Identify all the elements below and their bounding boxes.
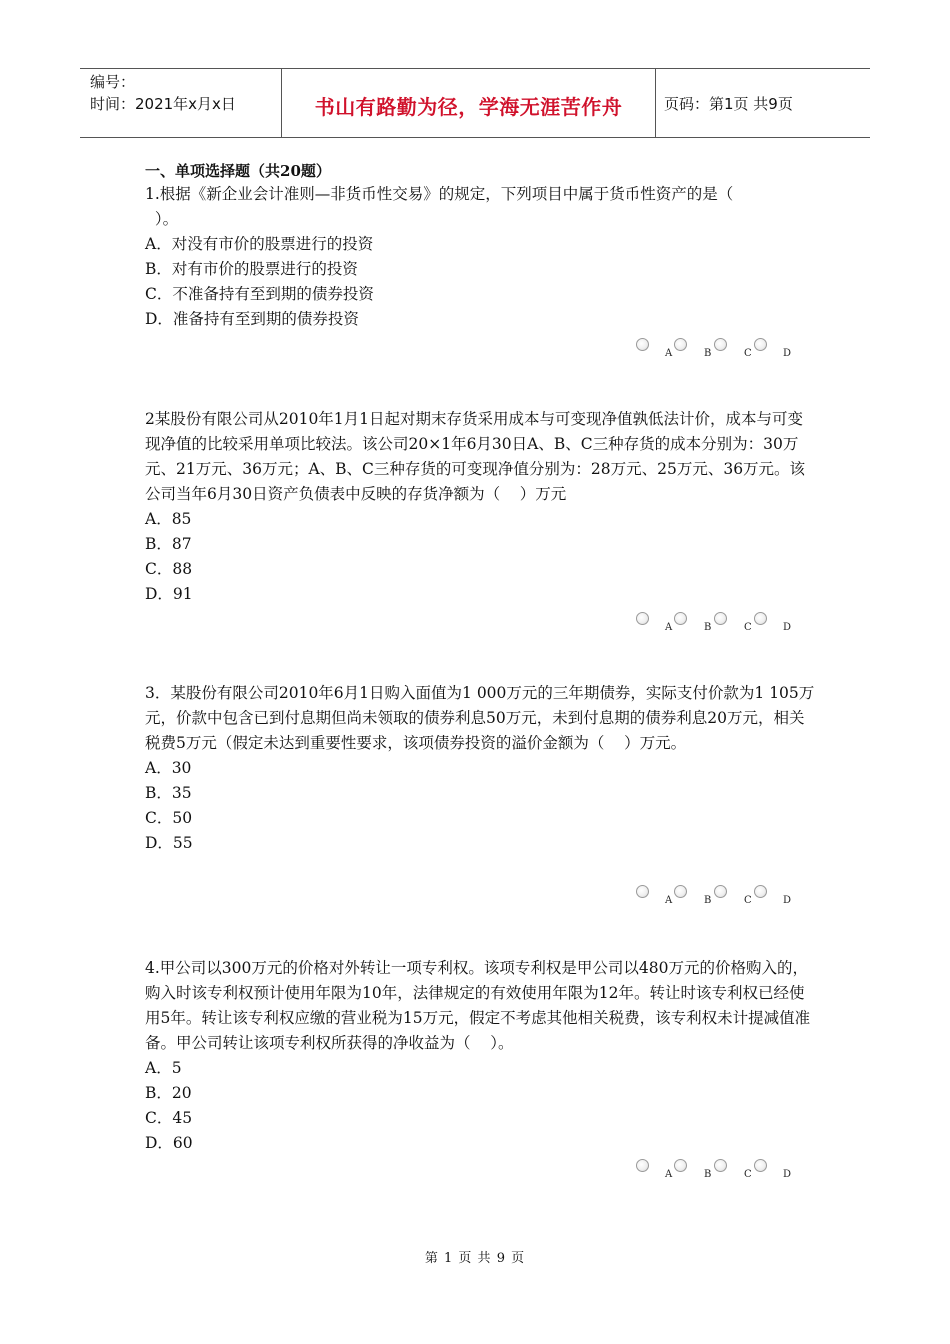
answer-radio-group-4 <box>632 1159 802 1185</box>
radio-c[interactable] <box>714 612 727 625</box>
radio-d[interactable] <box>754 885 767 898</box>
answer-radio-group-3 <box>632 885 802 911</box>
radio-label-d: D <box>783 622 792 633</box>
radio-d[interactable] <box>754 612 767 625</box>
question-2 <box>145 407 817 607</box>
question-4 <box>145 956 817 1156</box>
page-footer: 第 1 页 共 9 页 <box>424 1251 526 1266</box>
radio-a[interactable] <box>636 1159 649 1172</box>
option-d: D．60 <box>145 1134 193 1152</box>
radio-label-d: D <box>783 895 792 906</box>
radio-a[interactable] <box>636 885 649 898</box>
radio-d[interactable] <box>754 338 767 351</box>
option-c: C．88 <box>145 560 193 578</box>
radio-c[interactable] <box>714 1159 727 1172</box>
number-label: 编号： <box>90 73 136 91</box>
radio-label-d: D <box>783 1169 792 1180</box>
radio-label-b: B <box>704 622 712 633</box>
radio-label-c: C <box>744 622 752 633</box>
radio-label-b: B <box>704 348 712 359</box>
section-title: 一、单项选择题（共20题） <box>145 162 331 180</box>
radio-label-a: A <box>665 622 673 633</box>
question-stem: 4.甲公司以300万元的价格对外转让一项专利权。该项专利权是甲公司以480万元的价格购入的，购入时该专利权预计使用年限为10年，法律规定的有效使用年限为12年。转让时该专利权已经使用5年。转让该专利权应缴的营业税为15万元，假定不考虑其他相关税费，该专利权未计提减值准备。甲公司转让该项专利权所获得的净收益为（ ）。 <box>145 959 811 1052</box>
radio-label-c: C <box>744 895 752 906</box>
option-d: D．准备持有至到期的债券投资 <box>145 310 359 328</box>
question-1 <box>145 182 817 332</box>
option-b: B．35 <box>145 784 192 802</box>
option-b: B．20 <box>145 1084 192 1102</box>
radio-label-b: B <box>704 895 712 906</box>
option-b: B．对有市价的股票进行的投资 <box>145 260 358 278</box>
header-page-info: 页码：第1页 共9页 <box>664 94 793 113</box>
radio-c[interactable] <box>714 885 727 898</box>
option-d: D．55 <box>145 834 193 852</box>
radio-label-d: D <box>783 348 792 359</box>
radio-label-a: A <box>665 348 673 359</box>
page-header <box>80 68 870 138</box>
radio-label-a: A <box>665 895 673 906</box>
option-a: A．30 <box>145 759 192 777</box>
option-c: C．45 <box>145 1109 193 1127</box>
radio-a[interactable] <box>636 338 649 351</box>
time-label: 时间：2021年x月x日 <box>90 95 236 113</box>
option-a: A．5 <box>145 1059 182 1077</box>
radio-label-a: A <box>665 1169 673 1180</box>
header-meta <box>80 69 282 137</box>
radio-a[interactable] <box>636 612 649 625</box>
question-3 <box>145 681 817 856</box>
question-stem: 2某股份有限公司从2010年1月1日起对期末存货采用成本与可变现净值孰低法计价，成本与可变现净值的比较采用单项比较法。该公司20×1年6月30日A、B、C三种存货的成本分别为：30万元、21万元、36万元；A、B、C三种存货的可变现净值分别为：28万元、25万元、36万元。该公司当年6月30日资产负债表中反映的存货净额为（ ）万元 <box>145 410 806 503</box>
option-a: A．对没有市价的股票进行的投资 <box>145 235 374 253</box>
radio-label-b: B <box>704 1169 712 1180</box>
answer-radio-group-1 <box>632 338 802 364</box>
radio-b[interactable] <box>674 1159 687 1172</box>
question-stem: 3．某股份有限公司2010年6月1日购入面值为1 000万元的三年期债券，实际支付价款为1 105万元，价款中包含已到付息期但尚未领取的债券利息50万元，未到付息期的债券利息20万元，相关税费5万元（假定未达到重要性要求，该项债券投资的溢价金额为（ ）万元。 <box>145 684 815 752</box>
radio-c[interactable] <box>714 338 727 351</box>
radio-d[interactable] <box>754 1159 767 1172</box>
question-stem: 1.根据《新企业会计准则—非货币性交易》的规定，下列项目中属于货币性资产的是（ ）。 <box>145 185 734 228</box>
option-c: C．50 <box>145 809 193 827</box>
option-d: D．91 <box>145 585 193 603</box>
radio-b[interactable] <box>674 885 687 898</box>
option-a: A．85 <box>145 510 192 528</box>
radio-label-c: C <box>744 1169 752 1180</box>
answer-radio-group-2 <box>632 612 802 638</box>
header-motto: 书山有路勤为径，学海无涯苦作舟 <box>282 69 656 137</box>
radio-b[interactable] <box>674 612 687 625</box>
radio-b[interactable] <box>674 338 687 351</box>
radio-label-c: C <box>744 348 752 359</box>
option-b: B．87 <box>145 535 192 553</box>
option-c: C．不准备持有至到期的债券投资 <box>145 285 374 303</box>
